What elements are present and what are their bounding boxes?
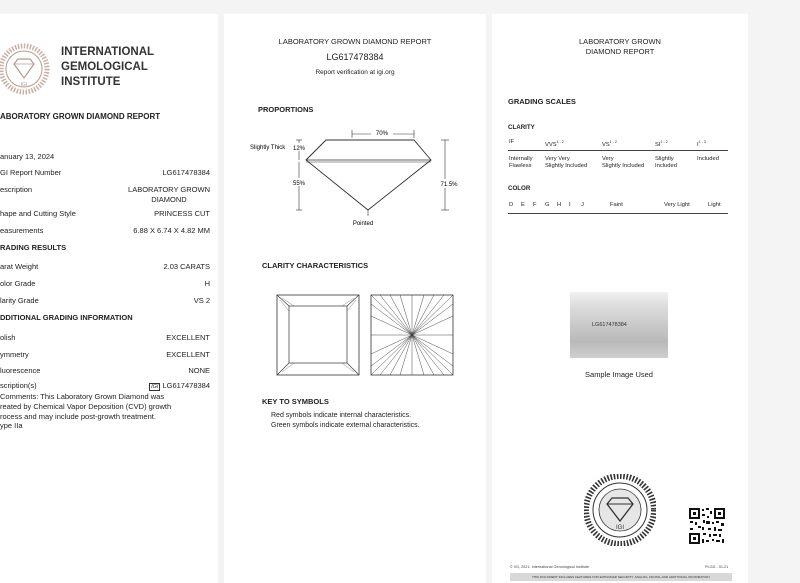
row-polish: olish EXCELLENT (0, 333, 210, 342)
color-group-light: Light (708, 202, 721, 208)
row-inscription: scription(s) IGI LG617478384 (0, 381, 210, 390)
additional-grading-heading: DDITIONAL GRADING INFORMATION (0, 313, 133, 322)
igi-seal-stamp-icon (584, 474, 656, 546)
color-grade-h: H (557, 202, 562, 208)
report-middle-panel (224, 14, 486, 583)
svg-text:IGI: IGI (615, 525, 625, 531)
clarity-plot-crown (276, 294, 360, 376)
row-description: escription LABORATORY GROWN DIAMOND (0, 185, 210, 204)
clarity-grade-vvs: VVS$^{1 - 2}$ (545, 140, 564, 148)
color-scale (508, 202, 728, 210)
clarity-grade-if: IF (509, 139, 515, 145)
igi-inscription-logo: IGI (151, 384, 159, 390)
middle-title: LABORATORY GROWN DIAMOND REPORT (278, 37, 432, 46)
form-code: PLGD - 01.21 (705, 565, 729, 569)
clarity-desc-if: Internally Flawless (509, 156, 533, 169)
clarity-plot-pavilion (370, 294, 454, 376)
key-to-symbols-heading: KEY TO SYMBOLS (262, 397, 329, 406)
sample-inscription-text: LG617478384 (592, 322, 627, 328)
report-left-panel (0, 14, 218, 583)
verification-note: Report verification at igi.org (315, 69, 395, 76)
clarity-desc-vs: Very Slightly Included (602, 156, 645, 169)
clarity-desc-si: Slightly Included (655, 156, 677, 169)
comments: Comments: This Laboratory Grown Diamond was reated by Chemical Vapor Deposition (CVD) growth rocess and may include post-growth treatment. ype IIa (0, 392, 172, 431)
report-right-panel (492, 14, 748, 583)
middle-report-number: LG617478384 (326, 52, 384, 62)
color-group-faint: Faint (610, 202, 623, 208)
grading-results-heading: RADING RESULTS (0, 243, 67, 252)
color-grade-i: I (569, 202, 571, 208)
color-grade-d: D (509, 202, 514, 208)
key-red-note: Red symbols indicate internal characteristics. (271, 412, 412, 419)
clarity-scale-label: CLARITY (508, 124, 535, 131)
color-scale-rule (508, 213, 728, 214)
qr-code-icon (688, 507, 726, 545)
row-clarity-grade: larity Grade VS 2 (0, 296, 210, 305)
security-footer-strip (510, 573, 732, 581)
security-footer-text: THIS DOCUMENT INCLUDES FEATURES FOR ENHANCED SECURITY. ANALOG, DIGITAL AND ADDITIONAL INFORMATION (532, 575, 710, 579)
igi-seal-icon (0, 38, 52, 102)
clarity-desc-i: Included (697, 156, 719, 162)
proportions-diagram (244, 122, 469, 232)
color-grade-g: G (545, 202, 550, 208)
row-color-grade: olor Grade H (0, 279, 210, 288)
table-percent: 70% (375, 130, 389, 137)
crown-percent: 12% (292, 146, 306, 152)
girdle-label: Slightly Thick (250, 145, 286, 151)
row-shape: hape and Cutting Style PRINCESS CUT (0, 209, 210, 218)
row-carat-weight: arat Weight 2.03 CARATS (0, 262, 210, 271)
pavilion-percent: 55% (292, 181, 306, 187)
report-date: anuary 13, 2024 (0, 152, 55, 161)
sample-image-caption: Sample Image Used (585, 370, 653, 379)
row-measurements: easurements 6.88 X 6.74 X 4.82 MM (0, 226, 210, 235)
color-grade-e: E (521, 202, 525, 208)
color-scale-label: COLOR (508, 185, 531, 192)
svg-text:IGI: IGI (20, 82, 28, 88)
clarity-scale-rule (508, 150, 728, 151)
row-fluorescence: luorescence NONE (0, 366, 210, 375)
row-report-number: GI Report Number LG617478384 (0, 168, 210, 177)
clarity-grade-si: SI$^{1 - 2}$ (655, 140, 668, 148)
sample-inscription-image (570, 292, 668, 358)
org-name: INTERNATIONAL GEMOLOGICAL INSTITUTE (61, 46, 155, 88)
color-grade-j: J (581, 202, 584, 208)
culet-label: Pointed (352, 221, 374, 227)
clarity-characteristics-heading: CLARITY CHARACTERISTICS (262, 261, 369, 270)
key-green-note: Green symbols indicate external characteristics. (271, 422, 420, 429)
proportions-heading: PROPORTIONS (258, 105, 314, 114)
right-title: LABORATORY GROWN DIAMOND REPORT (579, 37, 661, 56)
clarity-grade-vs: VS$^{1 - 2}$ (602, 140, 617, 148)
color-grade-f: F (533, 202, 537, 208)
color-group-very-light: Very Light (664, 202, 690, 208)
grading-scales-heading: GRADING SCALES (508, 97, 576, 106)
row-symmetry: ymmetry EXCELLENT (0, 350, 210, 359)
copyright-note: © IGI, 2021. International Gemological Institute (510, 565, 589, 569)
clarity-grade-i: $I^{1 - 3}$ (697, 140, 706, 148)
clarity-desc-vvs: Very Very Slightly Included (545, 156, 588, 169)
depth-percent: 71.5% (440, 182, 458, 188)
report-title: ABORATORY GROWN DIAMOND REPORT (0, 112, 161, 121)
